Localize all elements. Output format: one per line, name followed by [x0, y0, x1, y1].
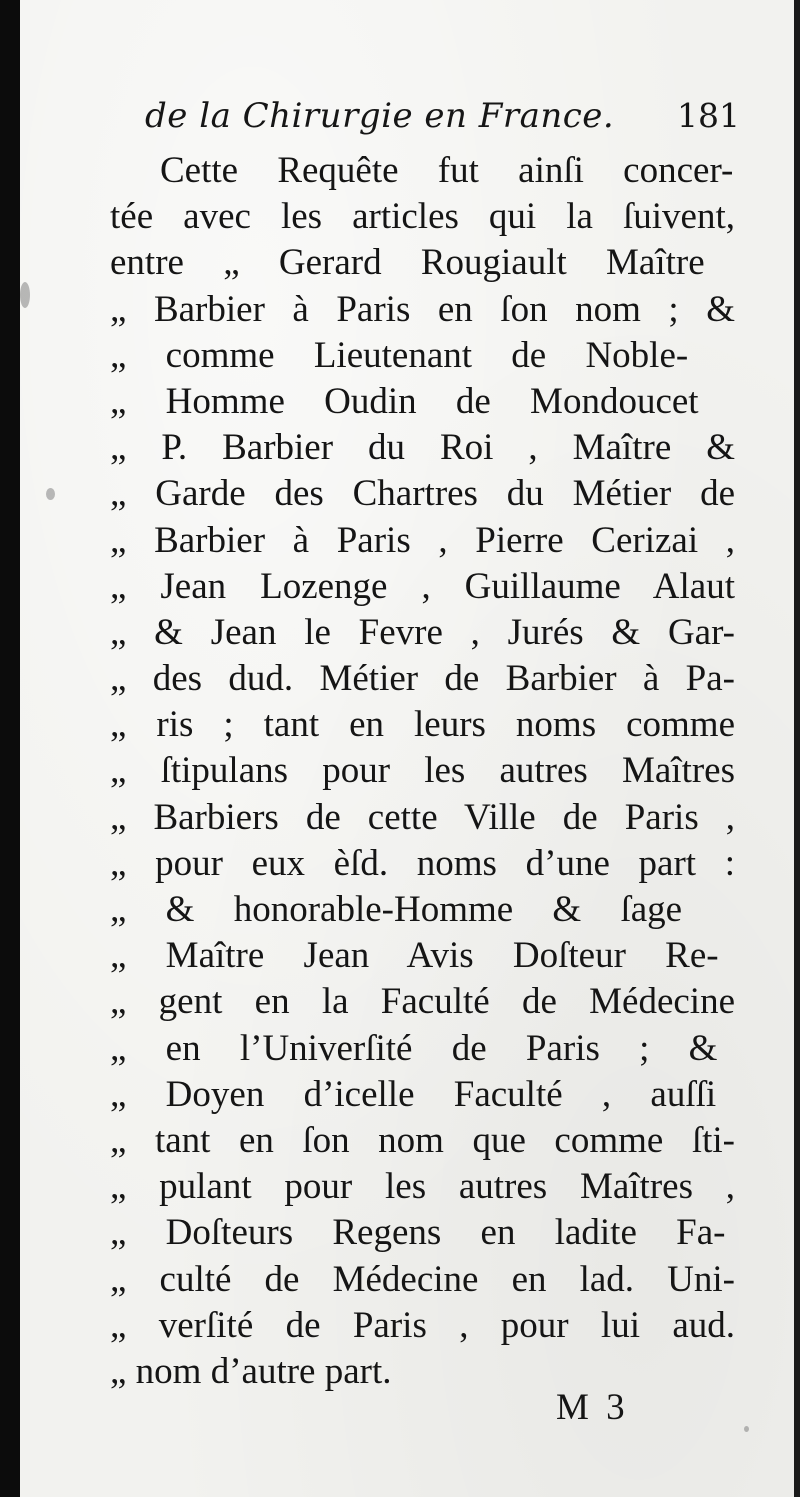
text-line: „ & Jean le Fevre , Jurés & Gar- — [110, 611, 735, 653]
text-line: „ pour eux èſd. noms d’une part : — [110, 842, 735, 884]
text-line: „ Homme Oudin de Mondoucet — [110, 380, 699, 422]
text-line: „ Doſteurs Regens en ladite Fa- — [110, 1212, 726, 1254]
text-line: „ Doyen d’icelle Faculté , auſſi — [110, 1073, 717, 1115]
text-line: „ en l’Univerſité de Paris ; & — [110, 1027, 718, 1069]
scan-border-left — [0, 0, 20, 1497]
text-line: „ Garde des Chartres du Métier de — [110, 473, 735, 515]
text-line: „ culté de Médecine en lad. Uni- — [110, 1258, 735, 1300]
text-line: „ Barbiers de cette Ville de Paris , — [110, 796, 735, 838]
text-line: „ ſtipulans pour les autres Maîtres — [110, 750, 735, 792]
running-head — [145, 96, 740, 144]
text-line: „ tant en ſon nom que comme ſti- — [110, 1119, 735, 1161]
scan-border-right — [794, 0, 800, 1497]
paper-blemish — [20, 282, 30, 308]
text-line: „ des dud. Métier de Barbier à Pa- — [110, 658, 735, 700]
running-head-title: de la Chirurgie en France. — [145, 96, 615, 136]
text-line: „ ris ; tant en leurs noms comme — [110, 704, 735, 746]
page-number: 181 — [677, 96, 740, 135]
text-line: „ comme Lieutenant de Noble- — [110, 334, 689, 376]
paper-blemish — [744, 1426, 749, 1432]
text-line: „ gent en la Faculté de Médecine — [110, 981, 735, 1023]
paper-blemish — [46, 488, 55, 500]
text-line: „ nom d’autre part. — [110, 1350, 392, 1392]
body-text — [110, 148, 735, 1395]
text-line: entre „ Gerard Rougiault Maître — [110, 242, 705, 284]
signature-mark: M 3 — [556, 1387, 629, 1428]
text-line: „ & honorable-Homme & ſage — [110, 889, 683, 930]
text-line: „ Maître Jean Avis Doſteur Re- — [110, 935, 719, 977]
text-line: „ Barbier à Paris , Pierre Cerizai , — [110, 519, 735, 561]
text-line: tée avec les articles qui la ſuivent, — [110, 196, 735, 238]
text-line: Cette Requête fut ainſi concer- — [160, 150, 734, 191]
text-line: „ P. Barbier du Roi , Maître & — [110, 427, 735, 469]
text-line: „ verſité de Paris , pour lui aud. — [110, 1304, 735, 1346]
text-line: „ Barbier à Paris en ſon nom ; & — [110, 288, 735, 330]
text-line: „ Jean Lozenge , Guillaume Alaut — [110, 565, 735, 607]
text-line: „ pulant pour les autres Maîtres , — [110, 1166, 735, 1208]
